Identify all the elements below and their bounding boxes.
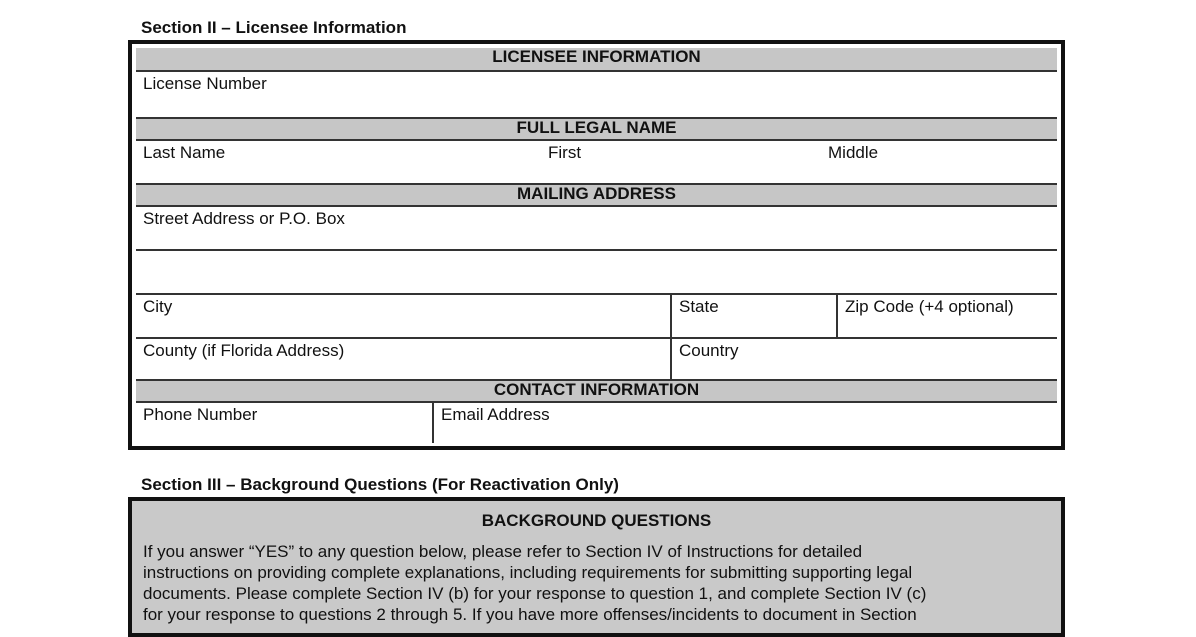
instruction-line: for your response to questions 2 through 5. If you have more offenses/incidents to document in Section [143,605,917,624]
zip-code-label: Zip Code (+4 optional) [845,297,1014,316]
instruction-line: instructions on providing complete explanations, including requirements for submitting supporting legal [143,563,913,582]
background-instructions [143,541,1041,625]
middle-name-label: Middle [828,143,879,162]
county-label: County (if Florida Address) [143,341,345,360]
license-number-row[interactable] [136,72,1057,117]
instruction-line: documents. Please complete Section IV (b) for your response to question 1, and complete Section IV (c) [143,584,927,603]
street-address-line-2[interactable] [136,251,1057,293]
state-label: State [679,297,719,316]
street-address-row[interactable] [136,207,1057,249]
full-legal-name-header: FULL LEGAL NAME [136,117,1057,141]
email-address-label: Email Address [441,405,550,424]
background-questions-title: BACKGROUND QUESTIONS [481,511,712,530]
background-questions-box [128,497,1065,637]
license-number-label: License Number [143,74,267,93]
first-name-label: First [548,143,582,162]
section-iii-heading: Section III – Background Questions (For Reactivation Only) [141,475,619,494]
licensee-information-header: LICENSEE INFORMATION [136,48,1057,72]
county-country-row[interactable] [136,339,1057,379]
contact-row[interactable] [136,403,1057,443]
instruction-line: If you answer “YES” to any question below, please refer to Section IV of Instructions for detailed [143,542,863,561]
mailing-address-header: MAILING ADDRESS [136,183,1057,207]
city-state-zip-row[interactable] [136,295,1057,337]
last-name-label: Last Name [143,143,226,162]
street-address-label: Street Address or P.O. Box [143,209,345,228]
city-label: City [143,297,173,316]
country-label: Country [679,341,739,360]
phone-number-label: Phone Number [143,405,258,424]
licensee-information-box [128,40,1065,450]
full-legal-name-row[interactable] [136,141,1057,183]
section-ii-heading: Section II – Licensee Information [141,18,407,37]
contact-information-header: CONTACT INFORMATION [136,379,1057,403]
